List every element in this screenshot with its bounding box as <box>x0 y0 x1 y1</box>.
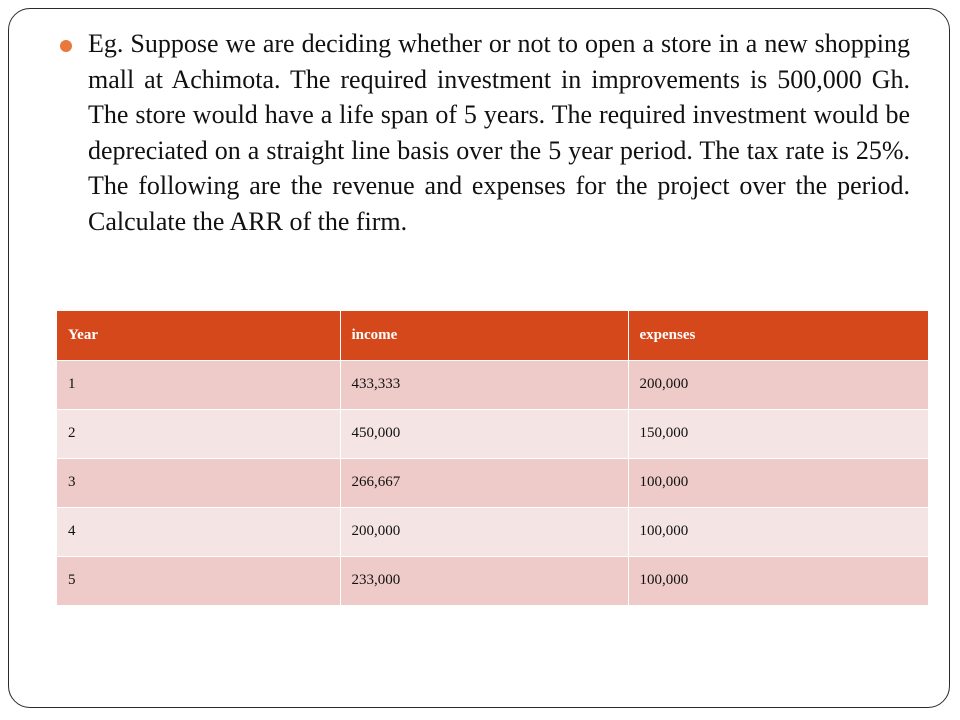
cell-year: 5 <box>57 556 340 605</box>
cell-expenses: 100,000 <box>628 507 928 556</box>
cell-income: 233,000 <box>340 556 628 605</box>
table-header-row <box>57 311 928 360</box>
cell-expenses: 200,000 <box>628 360 928 409</box>
table-row <box>57 556 928 605</box>
cell-year: 4 <box>57 507 340 556</box>
cell-income: 200,000 <box>340 507 628 556</box>
cell-expenses: 100,000 <box>628 556 928 605</box>
cell-year: 3 <box>57 458 340 507</box>
header-income: income <box>340 311 628 360</box>
problem-statement: Eg. Suppose we are deciding whether or not to open a store in a new shopping mall at Achimota. The required investment in improvements is 500,000 Gh. The store would have a life span of 5 years. The required investment would be depreciated on a straight line basis over the 5 year period. The tax rate is 25%. The following are the revenue and expenses for the project over the period. Calculate the ARR of the firm. <box>88 29 910 236</box>
cell-year: 1 <box>57 360 340 409</box>
table-row <box>57 458 928 507</box>
cell-year: 2 <box>57 409 340 458</box>
bullet-dot-icon <box>60 40 72 52</box>
header-year: Year <box>57 311 340 360</box>
table-row <box>57 360 928 409</box>
revenue-expenses-table <box>57 311 928 605</box>
header-expenses: expenses <box>628 311 928 360</box>
table-row <box>57 409 928 458</box>
bullet-point <box>60 26 910 239</box>
cell-income: 433,333 <box>340 360 628 409</box>
cell-income: 266,667 <box>340 458 628 507</box>
cell-expenses: 100,000 <box>628 458 928 507</box>
cell-income: 450,000 <box>340 409 628 458</box>
table-row <box>57 507 928 556</box>
cell-expenses: 150,000 <box>628 409 928 458</box>
